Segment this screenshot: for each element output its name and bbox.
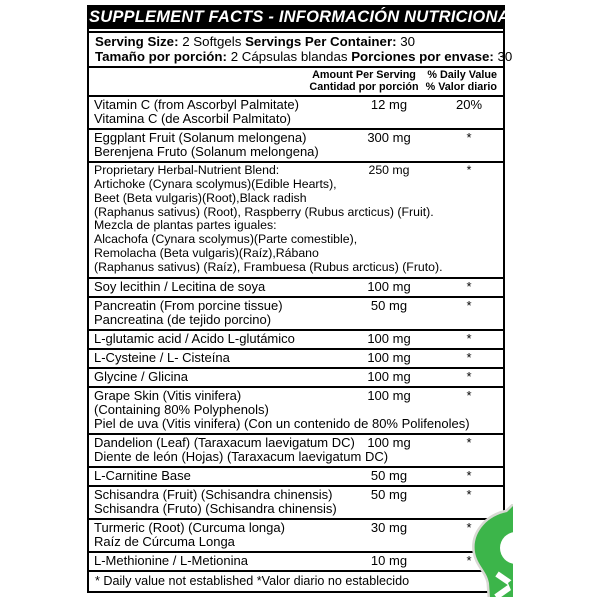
column-headers	[89, 66, 503, 95]
ingredient-name-line: Vitamina C (de Ascorbil Palmitato)	[94, 111, 292, 127]
ingredient-name-line: Mezcla de plantas partes iguales:	[94, 218, 277, 233]
daily-value: *	[466, 552, 472, 568]
amount-value: 50 mg	[370, 297, 408, 313]
ingredient-row	[89, 329, 503, 348]
ingredient-name-line: Glycine / Glicina	[94, 368, 188, 384]
ingredient-row	[89, 485, 503, 518]
amount-value: 100 mg	[367, 278, 411, 294]
daily-value: *	[466, 330, 472, 346]
footnote: * Daily value not established *Valor diario no establecido	[89, 570, 503, 591]
ingredient-name-line: Grape Skin (Vitis vinifera)	[94, 387, 242, 403]
serving-size-label-en: Serving Size:	[95, 34, 179, 49]
ingredient-name-line: L-Methionine / L-Metionina	[94, 552, 248, 568]
ingredient-row	[89, 386, 503, 433]
amount-value: 30 mg	[370, 519, 408, 535]
ingredient-name-line: (Containing 80% Polyphenols)	[94, 401, 269, 417]
ingredient-rows	[89, 95, 503, 569]
ingredient-name	[94, 164, 499, 274]
brand-logo-icon	[463, 504, 513, 597]
ingredient-name-line: Remolacha (Beta vulgaris)(Raíz),Rábano	[94, 245, 319, 260]
amount-value: 300 mg	[367, 130, 411, 146]
amount-value: 100 mg	[367, 387, 411, 403]
ingredient-name-line: Pancreatina (de tejido porcino)	[94, 311, 272, 327]
ingredient-name-line: Diente de león (Hojas) (Taraxacum laevigatum DC)	[94, 448, 389, 464]
ingredient-name-line: L-Carnitine Base	[94, 467, 191, 483]
ingredient-name-line: Beet (Beta vulgaris)(Root),Black radish	[94, 190, 307, 205]
amount-value: 10 mg	[370, 552, 408, 568]
amount-column-header	[309, 70, 418, 93]
daily-value: *	[466, 297, 472, 313]
servings-per-container-label-es: Porciones por envase:	[351, 48, 494, 64]
logo-s-glyph	[463, 504, 513, 597]
ingredient-name-line: L-glutamic acid / Acido L-glutámico	[94, 330, 295, 346]
ingredient-row	[89, 296, 503, 329]
ingredient-name-line: Berenjena Fruto (Solanum melongena)	[94, 144, 319, 160]
amount-value: 100 mg	[367, 434, 411, 450]
ingredient-name-line: Schisandra (Fruto) (Schisandra chinensis)	[94, 500, 337, 516]
amount-value: 250 mg	[368, 163, 410, 178]
amount-value: 50 mg	[370, 486, 408, 502]
daily-value: *	[466, 349, 472, 365]
ingredient-name-line: Dandelion (Leaf) (Taraxacum laevigatum DC)	[94, 434, 355, 450]
serving-line-es	[95, 48, 513, 65]
daily-value: *	[466, 368, 472, 384]
amount-header-es: Cantidad por porción	[309, 80, 419, 93]
amount-value: 100 mg	[367, 368, 411, 384]
ingredient-name-line: Schisandra (Fruit) (Schisandra chinensis)	[94, 486, 333, 502]
daily-value: *	[466, 130, 472, 146]
supplement-facts-panel	[87, 5, 520, 593]
ingredient-name-line: (Raphanus sativus) (Raíz), Frambuesa (Rubus arcticus) (Fruto).	[94, 259, 443, 274]
ingredient-name-line: Raíz de Cúrcuma Longa	[94, 533, 235, 549]
serving-size-label-es: Tamaño por porción:	[95, 48, 227, 64]
ingredient-row	[89, 128, 503, 161]
serving-size-value-es: 2 Cápsulas blandas	[230, 48, 348, 64]
ingredient-row	[89, 466, 503, 485]
amount-value: 100 mg	[367, 349, 411, 365]
daily-value: *	[466, 519, 472, 535]
servings-per-container-label-en: Servings Per Container:	[245, 34, 397, 49]
serving-line-en	[95, 35, 499, 50]
ingredient-name-line: Artichoke (Cynara scolymus)(Edible Hearts),	[94, 176, 337, 191]
ingredient-row	[89, 348, 503, 367]
daily-value-header-en: % Daily Value	[427, 69, 497, 82]
amount-header-en: Amount Per Serving	[312, 69, 416, 82]
panel-title: SUPPLEMENT FACTS - INFORMACIÓN NUTRICIONAL	[89, 7, 503, 29]
daily-value-column-header	[426, 70, 497, 93]
serving-info	[89, 31, 513, 66]
daily-value: *	[466, 434, 472, 450]
ingredient-row	[89, 433, 503, 466]
servings-per-container-value-en: 30	[400, 34, 416, 49]
daily-value: *	[466, 163, 472, 178]
servings-per-container-value-es: 30	[497, 48, 513, 64]
ingredient-name-line: Vitamin C (from Ascorbyl Palmitate)	[94, 97, 299, 113]
daily-value: *	[466, 467, 472, 483]
ingredient-row	[89, 367, 503, 386]
ingredient-row	[89, 161, 503, 276]
daily-value: *	[466, 278, 472, 294]
ingredient-row	[89, 518, 503, 551]
daily-value: *	[466, 486, 472, 502]
ingredient-row	[89, 551, 503, 570]
ingredient-row	[89, 277, 503, 296]
daily-value-header-es: % Valor diario	[425, 80, 497, 93]
ingredient-row	[89, 95, 503, 128]
amount-value: 100 mg	[367, 330, 411, 346]
amount-value: 12 mg	[370, 97, 408, 113]
ingredient-name-line: L-Cysteine / L- Cisteína	[94, 349, 230, 365]
daily-value: *	[466, 387, 472, 403]
ingredient-name-line: Soy lecithin / Lecitina de soya	[94, 278, 266, 294]
serving-size-value-en: 2 Softgels	[182, 34, 242, 49]
ingredient-name-line: Eggplant Fruit (Solanum melongena)	[94, 130, 307, 146]
daily-value: 20%	[455, 97, 483, 113]
ingredient-name-line: Piel de uva (Vitis vinifera) (Con un contenido de 80% Polifenoles)	[94, 415, 470, 431]
amount-value: 50 mg	[370, 467, 408, 483]
ingredient-name-line: Pancreatin (From porcine tissue)	[94, 297, 283, 313]
ingredient-name-line: Alcachofa (Cynara scolymus)(Parte comestible),	[94, 232, 358, 247]
ingredient-name-line: Proprietary Herbal-Nutrient Blend:	[94, 163, 280, 178]
ingredient-name-line: Turmeric (Root) (Curcuma longa)	[94, 519, 285, 535]
ingredient-name-line: (Raphanus sativus) (Root), Raspberry (Rubus arcticus) (Fruit).	[94, 204, 434, 219]
